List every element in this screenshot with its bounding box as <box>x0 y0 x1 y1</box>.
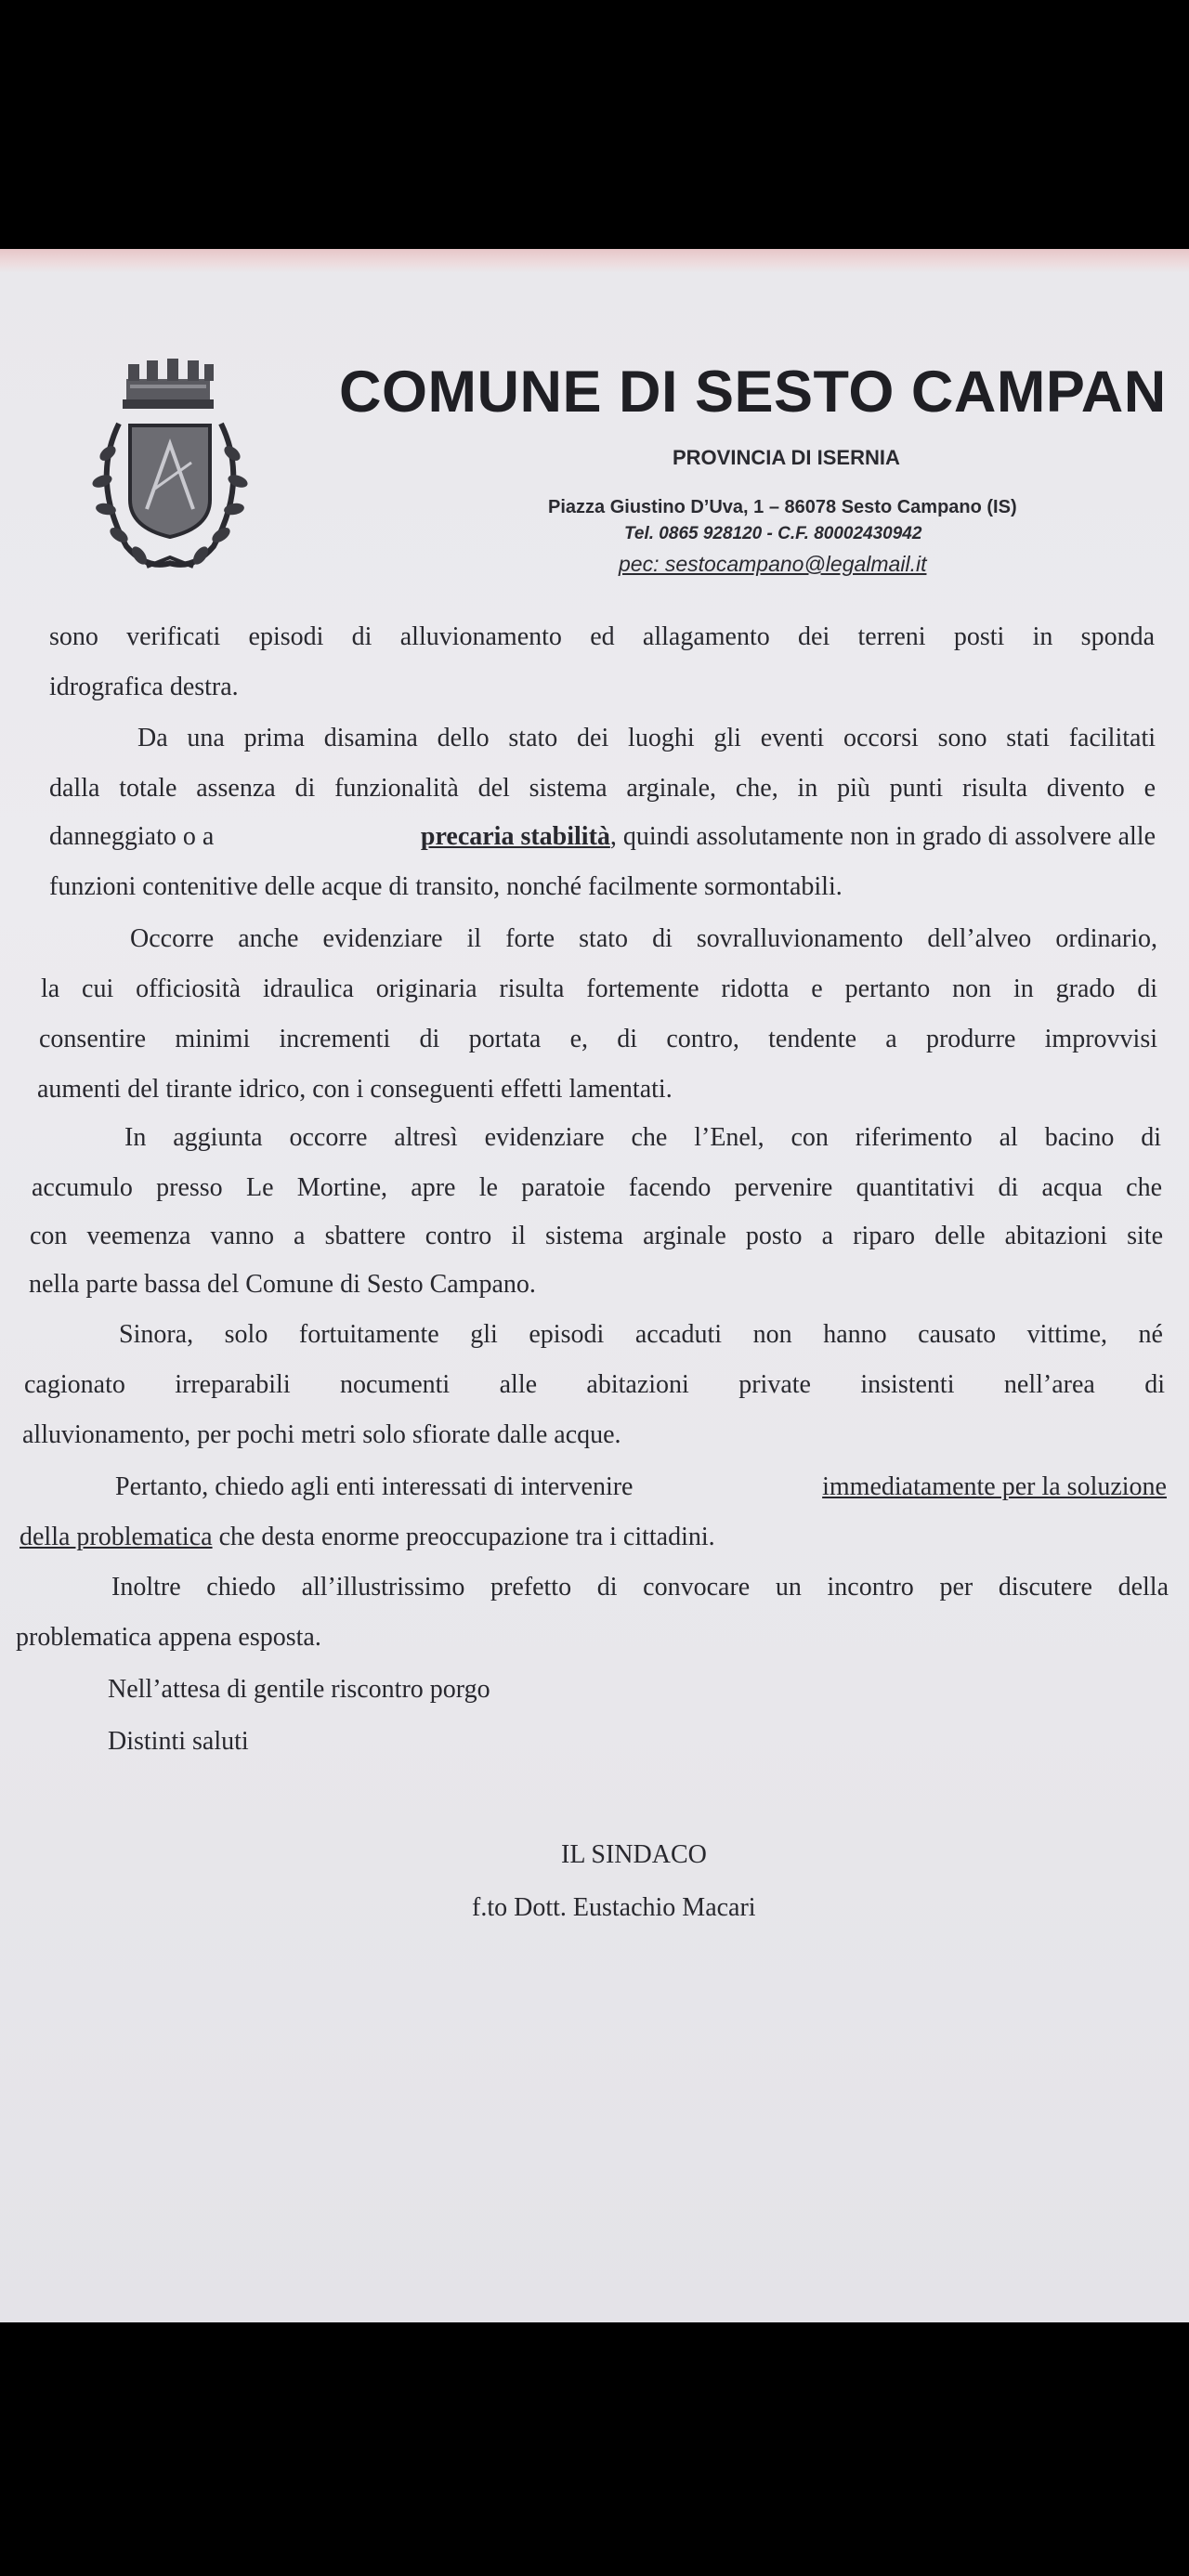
text-segment: che desta enorme preoccupazione tra i cittadini. <box>212 1523 715 1551</box>
document-page <box>0 249 1189 2322</box>
phone-tax-line: Tel. 0865 928120 - C.F. 80002430942 <box>624 524 922 543</box>
body-line: idrografica destra. <box>49 673 239 701</box>
body-line: Occorre anche evidenziare il forte stato di sovralluvionamento dell’alveo ordinario, <box>130 924 1157 953</box>
text-segment: danneggiato o a <box>49 822 215 851</box>
body-line: accumulo presso Le Mortine, apre le paratoie facendo pervenire quantitativi di acqua che <box>32 1173 1162 1202</box>
pec-email-link[interactable]: pec: sestocampano@legalmail.it <box>619 552 927 576</box>
municipality-title: COMUNE DI SESTO CAMPAN <box>339 360 1167 425</box>
body-line: funzioni contenitive delle acque di transito, nonché facilmente sormontabili. <box>49 872 843 901</box>
photo-top-border <box>0 0 1189 249</box>
signatory-name: f.to Dott. Eustachio Macari <box>472 1893 756 1922</box>
body-line: con veemenza vanno a sbattere contro il sistema arginale posto a riparo delle abitazioni site <box>30 1222 1163 1250</box>
body-line: aumenti del tirante idrico, con i conseguenti effetti lamentati. <box>37 1075 673 1104</box>
emphasis-immediately: immediatamente per la soluzione <box>822 1472 1167 1501</box>
municipal-crest-icon <box>82 351 258 582</box>
body-line: In aggiunta occorre altresì evidenziare che l’Enel, con riferimento al bacino di <box>124 1123 1161 1152</box>
emphasis-problematica: della problematica <box>20 1523 213 1551</box>
photo-bottom-border <box>0 2322 1189 2576</box>
body-line: la cui officiosità idraulica originaria risulta fortemente ridotta e pertanto non in grado di <box>41 974 1157 1003</box>
body-line: Nell’attesa di gentile riscontro porgo <box>108 1675 490 1704</box>
body-line: sono verificati episodi di alluvionamento ed allagamento dei terreni posti in sponda <box>49 622 1155 651</box>
body-line <box>49 818 1156 856</box>
body-line: consentire minimi incrementi di portata e, di contro, tendente a produrre improvvisi <box>39 1025 1157 1053</box>
body-line: nella parte bassa del Comune di Sesto Campano. <box>29 1270 536 1299</box>
signatory-role: IL SINDACO <box>561 1840 707 1869</box>
body-line: Sinora, solo fortuitamente gli episodi accaduti non hanno causato vittime, né <box>119 1320 1163 1349</box>
emphasis-precaria: precaria stabilità <box>420 822 610 851</box>
body-line: dalla totale assenza di funzionalità del sistema arginale, che, in più punti risulta divento e <box>49 774 1156 803</box>
address-line: Piazza Giustino D’Uva, 1 – 86078 Sesto Campano (IS) <box>548 497 1017 517</box>
closing-greeting: Distinti saluti <box>108 1727 249 1756</box>
body-line: alluvionamento, per pochi metri solo sfiorate dalle acque. <box>22 1420 621 1449</box>
body-line: cagionato irreparabili nocumenti alle abitazioni private insistenti nell’area di <box>24 1370 1165 1399</box>
text-segment: Pertanto, chiedo agli enti interessati di intervenire <box>115 1472 634 1501</box>
body-line <box>115 1469 1167 1506</box>
paper-edge <box>0 249 1189 273</box>
body-line: Inoltre chiedo all’illustrissimo prefetto di convocare un incontro per discutere della <box>111 1573 1169 1602</box>
province-name: PROVINCIA DI ISERNIA <box>673 446 900 469</box>
body-line: Da una prima disamina dello stato dei luoghi gli eventi occorsi sono stati facilitati <box>137 724 1156 752</box>
body-line <box>20 1519 715 1556</box>
body-line: problematica appena esposta. <box>16 1623 321 1652</box>
text-segment: , quindi assolutamente non in grado di assolvere alle <box>609 822 1156 851</box>
